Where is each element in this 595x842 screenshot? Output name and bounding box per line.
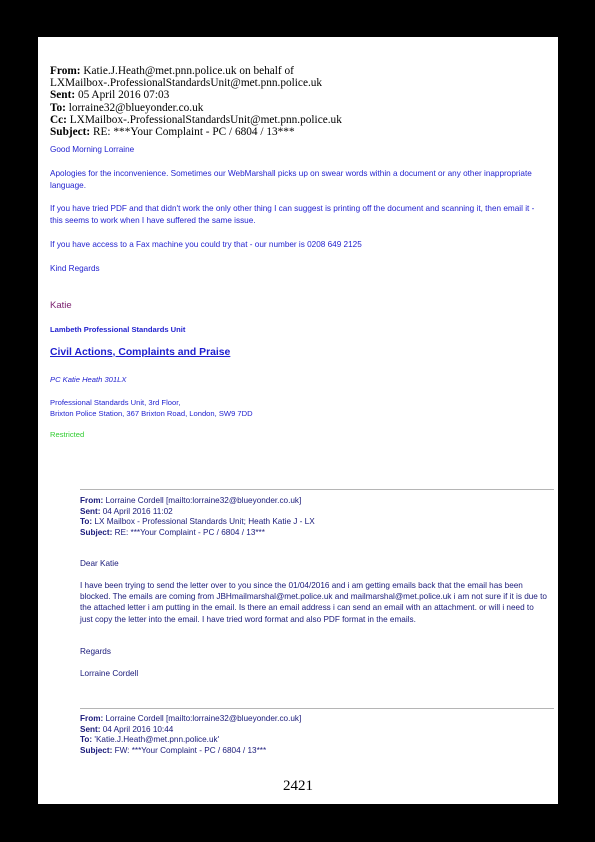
sent-value: 05 April 2016 07:03: [77, 89, 170, 102]
signature-unit: Lambeth Professional Standards Unit: [50, 325, 186, 334]
quoted2-subject: Subject: FW: ***Your Complaint - PC / 6804 / 13***: [80, 745, 267, 755]
signature-name: Katie: [50, 300, 72, 311]
email-header: [50, 65, 550, 138]
quoted-greeting: Dear Katie: [80, 559, 119, 568]
reply-closing: Kind Regards: [50, 264, 100, 273]
signature-address: [50, 397, 253, 419]
from-line: From: Katie.J.Heath@met.pnn.police.uk on behalf of: [50, 65, 294, 77]
sent-line: Sent: 05 April 2016 07:03: [50, 89, 170, 102]
to-value: lorraine32@blueyonder.co.uk: [68, 101, 204, 114]
reply-paragraph-1: Apologies for the inconvenience. Sometimes our WebMarshall picks up on swear words within a document or any other inappropriate language.: [50, 169, 532, 190]
quoted-body: I have been trying to send the letter over to you since the 01/04/2016 and i am getting emails back that the email has been blocked. The emails are coming from JBHmailmarshal@met.police.uk and mailmarshal@met.police.uk i am not sure if it is due to the attached letter i am putting in the email. Is there an email address i can send an email with an attachment. or will i need to just copy the letter into the email. I have tried word format and also PDF format in the emails.: [80, 581, 547, 624]
quote-divider-1: [80, 489, 554, 490]
quoted-subject: Subject: RE: ***Your Complaint - PC / 6804 / 13***: [80, 527, 265, 537]
from-value: Katie.J.Heath@met.pnn.police.uk on behalf of: [83, 65, 294, 77]
quoted2-sent: Sent: 04 April 2016 10:44: [80, 724, 174, 734]
quoted-closing: Regards: [80, 647, 111, 656]
from-line-2: LXMailbox-.ProfessionalStandardsUnit@met.pnn.police.uk: [50, 77, 323, 90]
cc-value: LXMailbox-.ProfessionalStandardsUnit@met.pnn.police.uk: [69, 113, 342, 126]
civil-actions-link[interactable]: Civil Actions, Complaints and Praise: [50, 347, 231, 358]
restricted-label: Restricted: [50, 430, 85, 439]
quoted-from: From: Lorraine Cordell [mailto:lorraine32@blueyonder.co.uk]: [80, 496, 302, 505]
quoted2-to: To: 'Katie.J.Heath@met.pnn.police.uk': [80, 735, 220, 745]
to-line: To: lorraine32@blueyonder.co.uk: [50, 101, 204, 114]
quoted-sent: Sent: 04 April 2016 11:02: [80, 506, 173, 516]
quote-divider-2: [80, 708, 554, 709]
quoted2-from: From: Lorraine Cordell [mailto:lorraine32@blueyonder.co.uk]: [80, 714, 302, 723]
quoted-to: To: LX Mailbox - Professional Standards Unit; Heath Katie J - LX: [80, 517, 315, 527]
quoted-sender-name: Lorraine Cordell: [80, 669, 139, 678]
address-line-1: Professional Standards Unit, 3rd Floor,: [50, 398, 181, 407]
reply-paragraph-2: If you have tried PDF and that didn't work the only other thing I can suggest is printing off the document and scanning it, then email it - this seems to work when I have suffered the same issue.: [50, 204, 535, 225]
page-number: 2421: [283, 778, 313, 794]
subject-line: Subject: RE: ***Your Complaint - PC / 6804 / 13***: [50, 126, 295, 139]
subject-value: RE: ***Your Complaint - PC / 6804 / 13***: [93, 126, 295, 139]
signature-officer: PC Katie Heath 301LX: [50, 375, 127, 384]
quoted-header-2: [80, 714, 554, 756]
cc-line: Cc: LXMailbox-.ProfessionalStandardsUnit@met.pnn.police.uk: [50, 113, 342, 126]
reply-greeting: Good Morning Lorraine: [50, 145, 135, 154]
document-page: [38, 37, 558, 804]
reply-paragraph-3: If you have access to a Fax machine you could try that - our number is 0208 649 2125: [50, 240, 362, 249]
address-line-2: Brixton Police Station, 367 Brixton Road, London, SW9 7DD: [50, 409, 253, 418]
quoted-header-1: [80, 496, 554, 538]
